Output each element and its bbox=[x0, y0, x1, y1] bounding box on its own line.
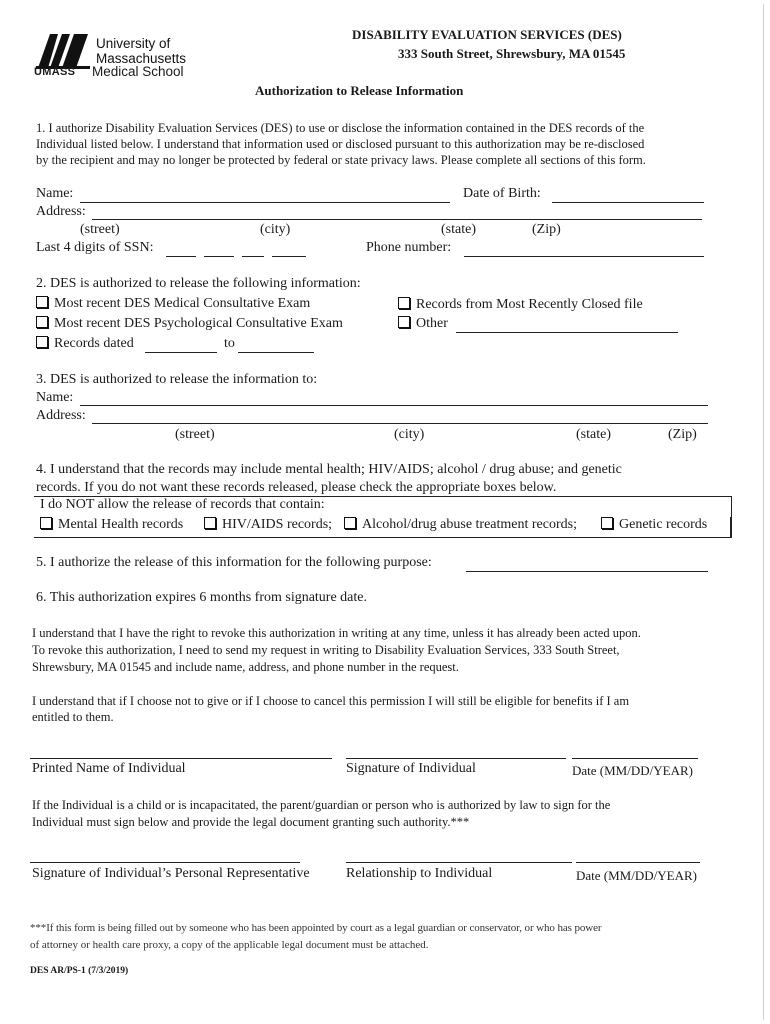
university-name bbox=[96, 36, 186, 66]
option-alcohol-drug[interactable] bbox=[344, 517, 577, 533]
umass-logo-icon bbox=[36, 30, 90, 70]
footnote-line2: of attorney or health care proxy, a copy of the applicable legal document must be attached. bbox=[30, 939, 429, 951]
option-records-dated[interactable] bbox=[36, 336, 134, 352]
option-alcohol-drug-label: Alcohol/drug abuse treatment records; bbox=[362, 517, 577, 532]
signature-field[interactable] bbox=[346, 758, 566, 759]
ssn-digit-3[interactable] bbox=[242, 256, 264, 257]
dob-label: Date of Birth: bbox=[463, 186, 541, 201]
option-medical-exam-label: Most recent DES Medical Consultative Exam bbox=[54, 296, 311, 311]
option-genetic-label: Genetic records bbox=[619, 517, 708, 532]
checkbox-alcohol-drug[interactable] bbox=[344, 517, 356, 529]
revoke-line1: I understand that I have the right to revoke this authorization in writing at any time, unless it has already been acted upon. bbox=[32, 626, 641, 640]
checkbox-closed-file[interactable] bbox=[398, 297, 410, 309]
section3-heading: 3. DES is authorized to release the information to: bbox=[36, 372, 318, 387]
recipient-state-label: (state) bbox=[576, 427, 611, 442]
records-from-date-field[interactable] bbox=[145, 352, 217, 353]
logo-line3: Medical School bbox=[92, 64, 184, 79]
eligible-line2: entitled to them. bbox=[32, 710, 114, 724]
option-closed-file[interactable] bbox=[398, 297, 643, 313]
page-edge bbox=[763, 4, 764, 1020]
section2-heading: 2. DES is authorized to release the following information: bbox=[36, 276, 361, 291]
form-id: DES AR/PS-1 (7/3/2019) bbox=[30, 966, 129, 976]
recipient-address-label: Address: bbox=[36, 408, 86, 423]
printed-name-field[interactable] bbox=[30, 758, 332, 759]
guardian-line2: Individual must sign below and provide the legal document granting such authority.*** bbox=[32, 815, 470, 829]
rep-signature-label: Signature of Individual’s Personal Representative bbox=[32, 866, 310, 881]
restrict-heading: I do NOT allow the release of records that contain: bbox=[40, 497, 325, 512]
section1-line3: by the recipient and may no longer be protected by federal or state privacy laws. Please complete all sections of this form. bbox=[36, 153, 646, 167]
dob-field[interactable] bbox=[552, 202, 704, 203]
recipient-name-field[interactable] bbox=[80, 405, 708, 406]
footnote-line1: ***If this form is being filled out by someone who has been appointed by court as a legal guardian or conservator, or who has power bbox=[30, 922, 602, 934]
option-psych-exam[interactable] bbox=[36, 316, 343, 332]
phone-field[interactable] bbox=[464, 256, 704, 257]
section4-line2: records. If you do not want these records released, please check the appropriate boxes below. bbox=[36, 480, 557, 495]
section4-line1: 4. I understand that the records may include mental health; HIV/AIDS; alcohol / drug abuse; and genetic bbox=[36, 462, 622, 477]
restriction-box-edge bbox=[730, 517, 732, 537]
recipient-zip-label: (Zip) bbox=[668, 427, 697, 442]
rep-date-field[interactable] bbox=[576, 862, 700, 863]
recipient-address-field[interactable] bbox=[92, 423, 708, 424]
logo-line1: University of bbox=[96, 36, 171, 51]
org-name: DISABILITY EVALUATION SERVICES (DES) bbox=[352, 27, 622, 42]
eligible-line1: I understand that if I choose not to give or if I choose to cancel this permission I will still be eligible for benefits if I am bbox=[32, 694, 630, 708]
org-address: 333 South Street, Shrewsbury, MA 01545 bbox=[398, 46, 626, 61]
phone-label: Phone number: bbox=[366, 240, 452, 255]
purpose-field[interactable] bbox=[466, 571, 708, 572]
revoke-line3: Shrewsbury, MA 01545 and include name, address, and phone number in the request. bbox=[32, 660, 459, 674]
rep-signature-field[interactable] bbox=[30, 862, 300, 863]
zip-label: (Zip) bbox=[532, 222, 561, 237]
recipient-street-label: (street) bbox=[175, 427, 215, 442]
recipient-city-label: (city) bbox=[394, 427, 425, 442]
checkbox-mental-health[interactable] bbox=[40, 517, 52, 529]
relationship-label: Relationship to Individual bbox=[346, 866, 493, 881]
section1-line1: 1. I authorize Disability Evaluation Services (DES) to use or disclose the information contained in the DES records of the bbox=[36, 121, 645, 135]
guardian-line1: If the Individual is a child or is incapacitated, the parent/guardian or person who is authorized by law to sign for the bbox=[32, 798, 611, 812]
city-label: (city) bbox=[260, 222, 291, 237]
checkbox-records-dated[interactable] bbox=[36, 336, 48, 348]
section6-text: 6. This authorization expires 6 months from signature date. bbox=[36, 590, 368, 605]
recipient-name-label: Name: bbox=[36, 390, 74, 405]
logo-line2: Massachusetts bbox=[96, 51, 187, 66]
address-label: Address: bbox=[36, 204, 86, 219]
name-label: Name: bbox=[36, 186, 74, 201]
ssn-digit-2[interactable] bbox=[204, 256, 234, 257]
street-label: (street) bbox=[80, 222, 120, 237]
rep-date-label: Date (MM/DD/YEAR) bbox=[576, 868, 697, 883]
signature-label: Signature of Individual bbox=[346, 761, 476, 776]
option-other-label: Other bbox=[416, 316, 448, 331]
signature-date-field[interactable] bbox=[572, 758, 698, 759]
ssn-digit-1[interactable] bbox=[166, 256, 196, 257]
option-genetic[interactable] bbox=[601, 517, 707, 533]
section5-text: 5. I authorize the release of this information for the following purpose: bbox=[36, 555, 432, 570]
option-mental-health[interactable] bbox=[40, 517, 183, 533]
name-field[interactable] bbox=[80, 202, 450, 203]
logo-umass: UMASS bbox=[34, 66, 76, 78]
option-hiv-aids[interactable] bbox=[204, 517, 332, 533]
state-label: (state) bbox=[441, 222, 476, 237]
relationship-field[interactable] bbox=[346, 862, 572, 863]
option-records-dated-label: Records dated bbox=[54, 336, 134, 351]
other-field[interactable] bbox=[456, 332, 678, 333]
checkbox-psych-exam[interactable] bbox=[36, 316, 48, 328]
checkbox-hiv-aids[interactable] bbox=[204, 517, 216, 529]
option-mental-health-label: Mental Health records bbox=[58, 517, 184, 532]
revoke-line2: To revoke this authorization, I need to send my request in writing to Disability Evaluation Services, 333 South Street, bbox=[32, 643, 620, 657]
ssn-label: Last 4 digits of SSN: bbox=[36, 240, 154, 255]
address-field[interactable] bbox=[92, 219, 702, 220]
option-psych-exam-label: Most recent DES Psychological Consultative Exam bbox=[54, 316, 343, 331]
option-other[interactable] bbox=[398, 316, 448, 332]
signature-date-label: Date (MM/DD/YEAR) bbox=[572, 763, 693, 778]
printed-name-label: Printed Name of Individual bbox=[32, 761, 186, 776]
records-to-date-field[interactable] bbox=[238, 352, 314, 353]
section1-line2: Individual listed below. I understand that information used or disclosed pursuant to this authorization may be re-disclosed bbox=[36, 137, 645, 151]
checkbox-other[interactable] bbox=[398, 316, 410, 328]
option-hiv-aids-label: HIV/AIDS records; bbox=[222, 517, 333, 532]
checkbox-medical-exam[interactable] bbox=[36, 296, 48, 308]
option-medical-exam[interactable] bbox=[36, 296, 310, 312]
checkbox-genetic[interactable] bbox=[601, 517, 613, 529]
to-label: to bbox=[224, 336, 235, 351]
option-closed-file-label: Records from Most Recently Closed file bbox=[416, 297, 643, 312]
ssn-digit-4[interactable] bbox=[272, 256, 306, 257]
form-title: Authorization to Release Information bbox=[255, 83, 464, 98]
